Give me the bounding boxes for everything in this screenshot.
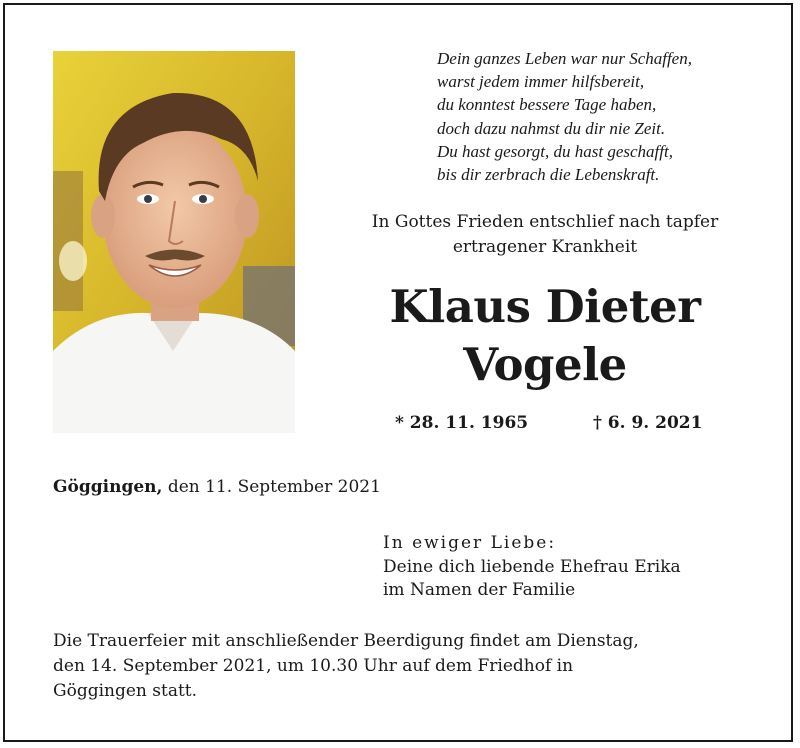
intro-line: In Gottes Frieden entschlief nach tapfer bbox=[371, 212, 719, 232]
death-announcement bbox=[310, 210, 780, 260]
poem-line: bis dir zerbrach die Lebenskraft. bbox=[437, 165, 660, 185]
mourners-line: im Namen der Familie bbox=[383, 580, 576, 600]
funeral-line: Göggingen statt. bbox=[53, 681, 198, 701]
poem-line: Dein ganzes Leben war nur Schaffen, bbox=[437, 49, 692, 68]
poem-line: warst jedem immer hilfsbereit, bbox=[437, 72, 645, 92]
place: Göggingen, bbox=[53, 477, 163, 497]
mourners-heading: In ewiger Liebe: bbox=[383, 533, 557, 553]
deceased-name bbox=[310, 278, 780, 394]
birth-date: * 28. 11. 1965 bbox=[395, 413, 529, 433]
poem-line: doch dazu nahmst du dir nie Zeit. bbox=[437, 118, 666, 138]
funeral-notice bbox=[53, 629, 773, 704]
poem-line: du konntest bessere Tage haben, bbox=[437, 95, 657, 115]
funeral-line: den 14. September 2021, um 10.30 Uhr auf dem Friedhof in bbox=[53, 656, 574, 676]
date: den 11. September 2021 bbox=[162, 477, 381, 497]
poem-line: Du hast gesorgt, du hast geschafft, bbox=[437, 141, 673, 161]
death-date: † 6. 9. 2021 bbox=[593, 413, 703, 433]
funeral-line: Die Trauerfeier mit anschließender Beerdigung findet am Dienstag, bbox=[53, 631, 639, 651]
portrait-photo bbox=[53, 51, 295, 433]
last-name: Vogele bbox=[463, 338, 627, 391]
intro-line: ertragener Krankheit bbox=[452, 237, 638, 257]
mourners-line: Deine dich liebende Ehefrau Erika bbox=[383, 556, 681, 577]
mourners-block bbox=[383, 532, 681, 603]
first-names: Klaus Dieter bbox=[389, 280, 701, 333]
memorial-poem bbox=[437, 47, 777, 186]
place-and-date bbox=[53, 477, 381, 497]
